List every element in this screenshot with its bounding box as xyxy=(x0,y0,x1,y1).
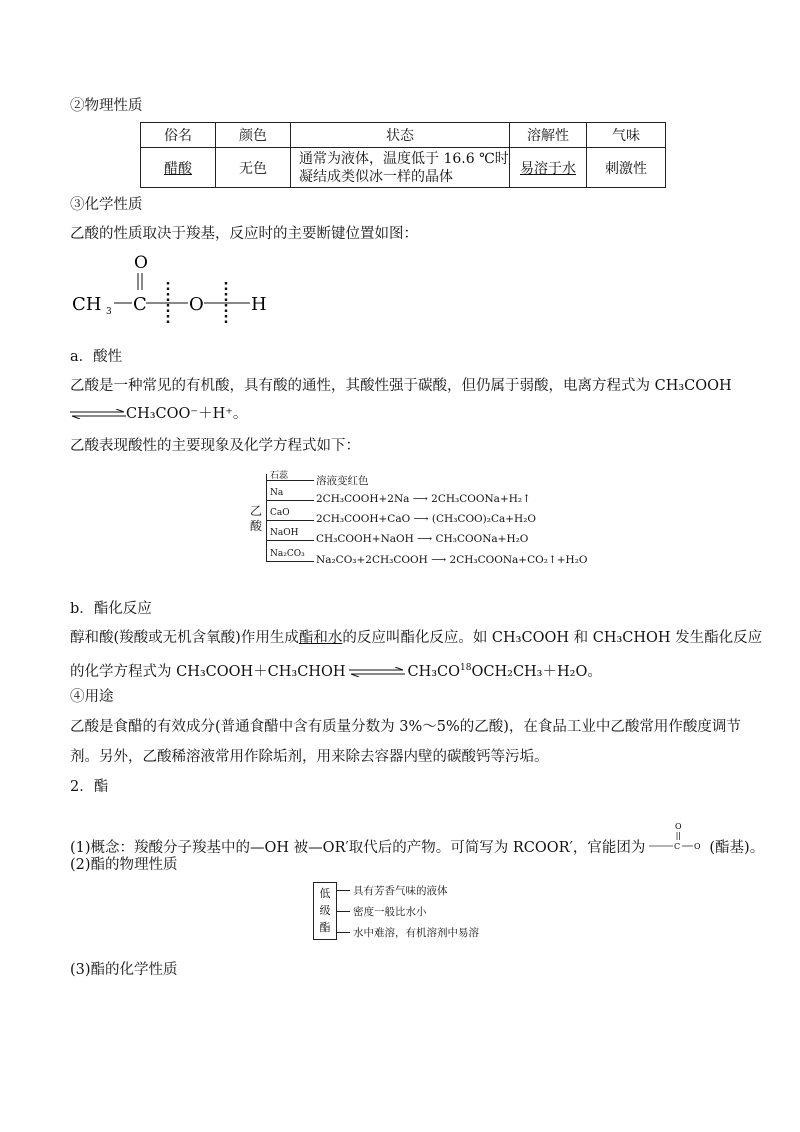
diagram-branch-line xyxy=(266,561,314,562)
table-cell-solubility xyxy=(510,148,587,188)
acidity-paragraph: 乙酸是一种常见的有机酸，具有酸的通性，其酸性强于碳酸，但仍属于弱酸，电离方程式为 CH₃COOH xyxy=(70,378,732,394)
ester-group-structure xyxy=(647,820,707,856)
diagram-bracket-line xyxy=(266,474,267,562)
branch-reagent: Na₂CO₃ xyxy=(270,549,305,559)
uses-paragraph-line: 剂。另外，乙酸稀溶液常用作除垢剂，用来除去容器内壁的碳酸钙等污垢。 xyxy=(70,749,549,765)
diagram-branch-line xyxy=(336,932,350,933)
ester-property: 水中难溶，有机溶剂中易溶 xyxy=(353,927,479,939)
label-char: 级 xyxy=(319,904,331,917)
table-header-cell: 俗名 xyxy=(141,123,216,148)
text-fragment: 醇和酸(羧酸或无机含氧酸)作用生成 xyxy=(70,630,299,646)
underlined-term: 酯和水 xyxy=(298,630,343,646)
ester-label-box xyxy=(313,882,337,940)
ester-property: 密度一般比水小 xyxy=(353,906,427,918)
label-char: 酯 xyxy=(319,921,331,934)
table-cell-state xyxy=(291,148,510,188)
branch-reagent: Na xyxy=(270,488,284,498)
branch-result: Na₂CO₃+2CH₃COOH ⟶ 2CH₃COONa+CO₂↑+H₂O xyxy=(316,554,588,566)
physical-properties-table xyxy=(140,122,666,188)
diagram-branch-line xyxy=(266,520,314,521)
structure-atom-o-top: O xyxy=(134,253,148,273)
diagram-branch-line xyxy=(336,890,350,891)
text-fragment: 的反应叫酯化反应。如 CH₃COOH 和 CH₃CHOH 发生酯化反应 xyxy=(342,630,763,646)
section-heading-ester: 2．酯 xyxy=(70,779,109,795)
branch-reagent: NaOH xyxy=(270,528,299,538)
equilibrium-arrow-icon xyxy=(70,409,126,419)
ionization-products: CH₃COO⁻＋H⁺。 xyxy=(126,406,248,422)
table-header-cell: 颜色 xyxy=(216,123,291,148)
text-fragment: (1)概念：羧酸分子羧基中的—OH 被—OR′取代后的产物。可简写为 RCOOR′，官能团为 xyxy=(70,840,646,856)
equilibrium-arrow-icon xyxy=(346,667,408,677)
chemical-intro: 乙酸的性质取决于羧基，反应时的主要断键位置如图： xyxy=(70,226,418,242)
branch-result: CH₃COOH+NaOH ⟶ CH₃COONa+H₂O xyxy=(316,533,529,545)
section-heading-physical: ②物理性质 xyxy=(70,98,143,114)
label-char: 低 xyxy=(319,887,331,900)
branch-result: 2CH₃COOH+2Na ⟶ 2CH₃COONa+H₂↑ xyxy=(316,493,531,505)
diagram-branch-line xyxy=(266,500,314,501)
isotope-superscript: 18 xyxy=(460,663,472,673)
ester-physical-heading: (2)酯的物理性质 xyxy=(70,857,178,873)
acidity-reactions-diagram xyxy=(250,468,588,572)
subheading-acidity: a．酸性 xyxy=(70,349,123,365)
structure-subscript: 3 xyxy=(106,307,112,317)
diagram-branch-line xyxy=(336,911,350,912)
section-heading-uses: ④用途 xyxy=(70,689,114,705)
table-cell-color: 无色 xyxy=(216,148,291,188)
ester-chemical-heading: (3)酯的化学性质 xyxy=(70,962,178,978)
acetic-acid-structure-diagram xyxy=(68,248,278,328)
group-atom-c: C xyxy=(674,842,681,851)
diagram-root-label: 乙酸 xyxy=(250,504,263,533)
table-cell-name xyxy=(141,148,216,188)
text-fragment: CH₃CO xyxy=(407,663,461,680)
state-line: 通常为液体，温度低于 16.6 ℃时 xyxy=(299,150,509,167)
table-row xyxy=(141,148,666,188)
branch-result: 溶液变红色 xyxy=(316,475,369,487)
table-header-cell: 气味 xyxy=(587,123,666,148)
state-line: 凝结成类似冰一样的晶体 xyxy=(299,168,453,185)
ester-properties-diagram xyxy=(313,882,503,942)
ester-concept xyxy=(70,820,764,858)
esterification-equation xyxy=(70,658,602,682)
table-header-row xyxy=(141,123,666,148)
subheading-esterification: b．酯化反应 xyxy=(70,601,152,617)
uses-paragraph-line: 乙酸是食醋的有效成分(普通食醋中含有质量分数为 3%～5%的乙酸)，在食品工业中乙酸常用作酸度调节 xyxy=(70,719,741,735)
table-header-cell: 状态 xyxy=(291,123,510,148)
branch-reagent: 石蕊 xyxy=(270,471,289,481)
solubility-text: 易溶于水 xyxy=(520,160,576,177)
structure-atom-ch: CH xyxy=(72,294,102,315)
section-heading-chemical: ③化学性质 xyxy=(70,197,143,213)
structure-atom-c: C xyxy=(133,294,147,315)
branch-reagent: CaO xyxy=(270,508,290,518)
structure-atom-o: O xyxy=(189,294,204,315)
group-atom-o: O xyxy=(694,842,701,851)
group-atom-o-top: O xyxy=(675,822,682,831)
text-fragment: 的化学方程式为 CH₃COOH＋CH₃CHOH xyxy=(70,663,346,680)
table-cell-odor: 刺激性 xyxy=(587,148,666,188)
acidity-intro-2: 乙酸表现酸性的主要现象及化学方程式如下： xyxy=(70,438,360,454)
branch-result: 2CH₃COOH+CaO ⟶ (CH₃COO)₂Ca+H₂O xyxy=(316,513,537,525)
ester-label-text xyxy=(314,883,336,936)
ionization-equation xyxy=(70,404,247,424)
ester-property: 具有芳香气味的液体 xyxy=(353,885,448,897)
table-header-cell: 溶解性 xyxy=(510,123,587,148)
structure-atom-h: H xyxy=(251,294,267,315)
esterification-paragraph xyxy=(70,628,762,648)
common-name: 醋酸 xyxy=(164,160,192,177)
text-fragment: (酯基)。 xyxy=(709,840,765,856)
text-fragment: OCH₂CH₃＋H₂O。 xyxy=(471,663,602,680)
diagram-branch-line xyxy=(266,540,314,541)
